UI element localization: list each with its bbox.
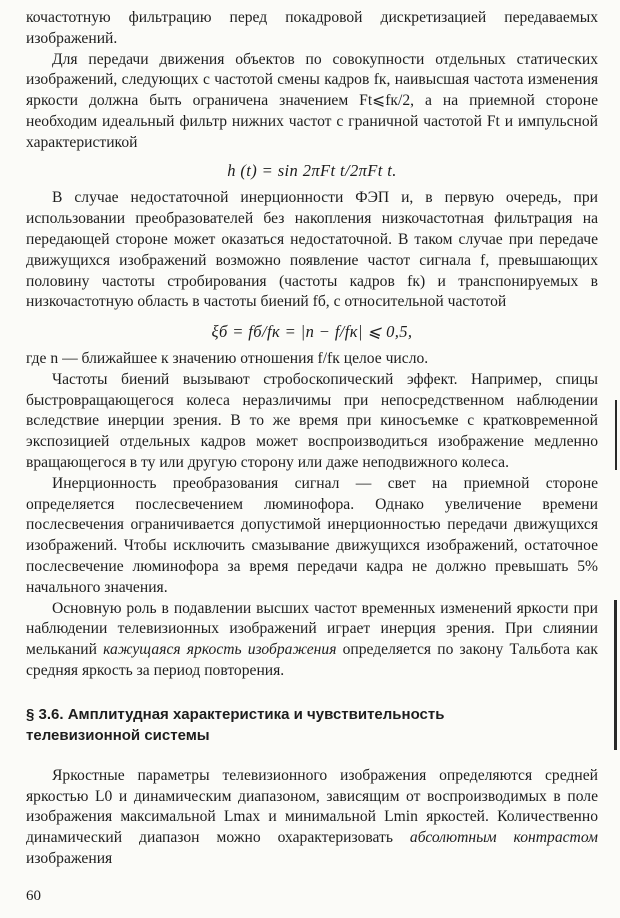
paragraph-4: Частоты биений вызывают стробоскопический эффект. Например, спицы быстровращающегося колеса неразличимы при непосредственном наблюдении вследствие инерции зрения. В то же время при киносъемке с кратковременной экспозицией отдельных кадров может воспроизводиться изображение медленно вращающегося в ту или другую сторону или даже неподвижного колеса. <box>26 370 598 471</box>
paragraph-2: Для передачи движения объектов по совокупности отдельных статических изображений, следующих с частотой смены кадров fк, наивысшая частота изменения яркости должна быть ограничена значением Ft⩽fк/2, а на приемной стороне необходим идеальный фильтр нижних частот с граничной частотой Ft и импульсной характеристикой <box>26 50 598 151</box>
paragraph-6-text-end: определяется по закону Тальбота как средняя яркость за период повторения. <box>26 641 598 679</box>
paragraph-3: В случае недостаточной инерционности ФЭП и, в первую очередь, при использовании преобразователей без накопления низкочастотная фильтрация на передающей стороне может оказаться недостаточной. В таком случае при передаче движущихся изображений возможно появление частот сигнала f, превышающих половину частоты стробирования (частоты кадров fк) и транспонируемых в низкочастотную область в частоты биений fб, с относительной частотой <box>26 189 598 311</box>
formula-beat-frequency: ξб = fб/fк = |n − f/fк| ⩽ 0,5, <box>211 322 413 342</box>
paragraph-7 <box>26 766 598 870</box>
scan-edge-mark <box>614 600 617 750</box>
formula-impulse-response: h (t) = sin 2πFt t/2πFt t. <box>227 160 397 180</box>
paragraph-3-continued: где n — ближайшее к значению отношения f/fк целое число. <box>26 349 429 367</box>
paragraph-7-emphasis: абсолютным контрастом <box>409 829 598 847</box>
paragraph-6-emphasis: кажущаяся яркость изображения <box>103 641 337 659</box>
section-heading-line-2: телевизионной системы <box>26 726 210 744</box>
section-heading-line-1: § 3.6. Амплитудная характеристика и чувствительность <box>26 705 445 723</box>
book-page <box>26 8 598 870</box>
section-heading <box>26 704 598 746</box>
paragraph-7-text-end: изображения <box>26 849 113 867</box>
scan-edge-mark <box>615 400 617 470</box>
paragraph-1: кочастотную фильтрацию перед покадровой дискретизацией передаваемых изображений. <box>26 9 598 47</box>
paragraph-5: Инерционность преобразования сигнал — свет на приемной стороне определяется послесвечением люминофора. Однако увеличение времени послесвечения ограничивается допустимой инерционностью передачи движущихся изображений. Чтобы исключить смазывание движущихся изображений, остаточное послесвечение люминофора за время передачи кадра не должно превышать 5% начального значения. <box>26 474 598 596</box>
paragraph-7-text-start: Яркостные параметры телевизионного изображения определяются средней яркостью L0 и динамическим диапазоном, зависящим от воспроизводимых в поле изображения максимальной Lmax и минимальной Lmin яркостей. Количественно динамический диапазон можно охарактеризовать <box>26 766 598 847</box>
paragraph-6-text-start: Основную роль в подавлении высших частот временных изменений яркости при наблюдении телевизионных изображений играет инерция зрения. При слиянии мельканий <box>26 599 598 659</box>
paragraph-6 <box>26 599 598 682</box>
page-number: 60 <box>26 888 41 904</box>
